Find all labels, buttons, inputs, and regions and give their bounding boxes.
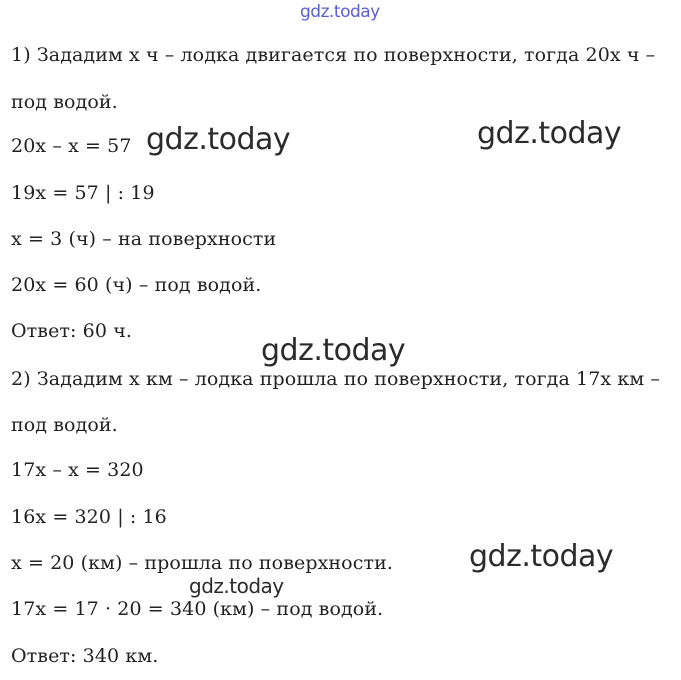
- equation-line-1: 20x – x = 57: [11, 135, 132, 157]
- solution-line-1: 1) Зададим x ч – лодка двигается по поверхности, тогда 20x ч –: [11, 44, 656, 66]
- solution-line-3: 2) Зададим x км – лодка прошла по поверхности, тогда 17x км –: [11, 368, 660, 390]
- equation-line-3: x = 3 (ч) – на поверхности: [11, 228, 277, 250]
- equation-line-5: 17x – x = 320: [11, 459, 144, 481]
- answer-line-2: Ответ: 340 км.: [11, 645, 159, 667]
- equation-line-8: 17x = 17 · 20 = 340 (км) – под водой.: [11, 598, 384, 620]
- answer-line-1: Ответ: 60 ч.: [11, 320, 132, 342]
- solution-line-2: под водой.: [11, 91, 118, 113]
- watermark-small: gdz.today: [189, 574, 284, 598]
- equation-line-7: x = 20 (км) – прошла по поверхности.: [11, 552, 393, 574]
- watermark-right-upper: gdz.today: [477, 116, 622, 151]
- watermark-right-lower: gdz.today: [469, 539, 614, 574]
- watermark-middle: gdz.today: [261, 333, 406, 368]
- equation-line-2: 19x = 57 | : 19: [11, 182, 155, 204]
- equation-line-6: 16x = 320 | : 16: [11, 506, 167, 528]
- solution-line-4: под водой.: [11, 414, 118, 436]
- watermark-left: gdz.today: [146, 122, 291, 157]
- watermark-top: gdz.today: [300, 2, 380, 22]
- equation-line-4: 20x = 60 (ч) – под водой.: [11, 274, 262, 296]
